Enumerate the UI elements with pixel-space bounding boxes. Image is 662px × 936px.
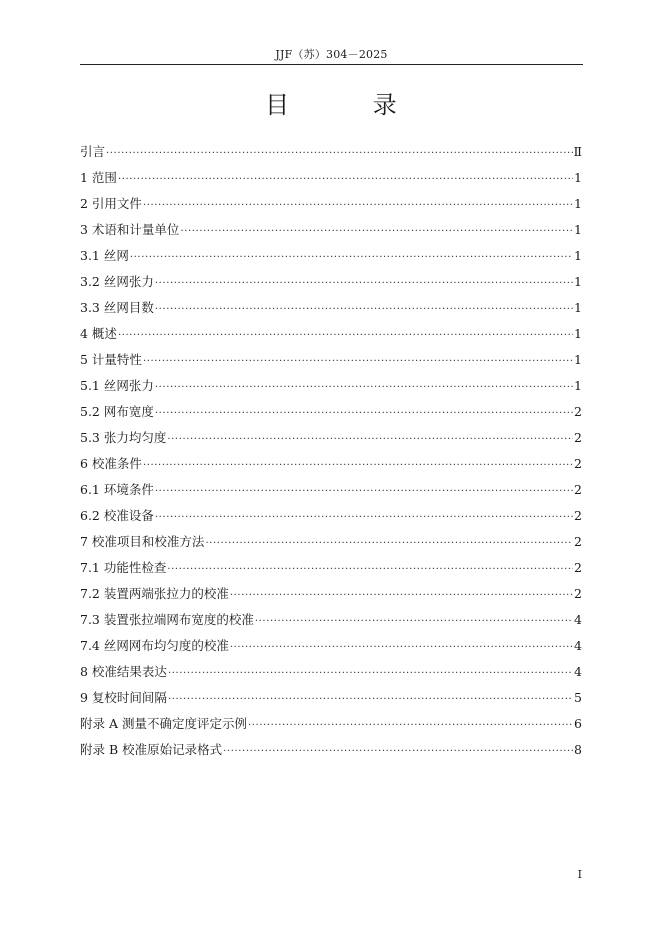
toc-entry-label: 7.2 装置两端张拉力的校准: [80, 586, 229, 601]
toc-entry-label: 3.2 丝网张力: [80, 274, 154, 289]
toc-entry[interactable]: [80, 480, 582, 506]
toc-entry-label: 3 术语和计量单位: [80, 222, 180, 237]
toc-leader-dots: [167, 560, 573, 580]
toc-entry[interactable]: [80, 402, 582, 428]
toc-entry[interactable]: [80, 662, 582, 688]
toc-entry-label: 5.3 张力均匀度: [80, 430, 167, 445]
page-title: 目 录: [265, 91, 435, 119]
toc-leader-dots: [155, 378, 573, 398]
toc-entry[interactable]: [80, 428, 582, 454]
toc-leader-dots: [230, 586, 573, 606]
toc-entry-page: 1: [574, 196, 582, 211]
toc-entry-label: 6.2 校准设备: [80, 508, 154, 523]
toc-leader-dots: [168, 664, 573, 684]
toc-entry-page: 1: [574, 378, 582, 393]
document-header-code: JJF（苏）304－2025: [275, 48, 388, 61]
toc-entry[interactable]: [80, 324, 582, 350]
toc-entry-page: 1: [574, 222, 582, 237]
toc-leader-dots: [205, 534, 573, 554]
toc-entry-label: 6.1 环境条件: [80, 482, 154, 497]
toc-entry-label: 附录 B 校准原始记录格式: [80, 742, 223, 757]
toc-entry[interactable]: [80, 454, 582, 480]
toc-entry-page: 5: [574, 690, 582, 705]
toc-entry-label: 5.2 网布宽度: [80, 404, 154, 419]
toc-leader-dots: [180, 222, 573, 242]
toc-entry-page: 2: [574, 508, 582, 523]
toc-entry-page: 4: [574, 664, 582, 679]
toc-leader-dots: [168, 690, 573, 710]
toc-entry[interactable]: [80, 376, 582, 402]
page-number: I: [577, 868, 582, 881]
toc-entry-label: 2 引用文件: [80, 196, 142, 211]
toc-leader-dots: [143, 456, 573, 476]
toc-leader-dots: [248, 716, 573, 736]
toc-leader-dots: [155, 404, 573, 424]
toc-leader-dots: [155, 274, 573, 294]
toc-entry-page: Ⅱ: [573, 144, 582, 159]
toc-entry[interactable]: [80, 298, 582, 324]
toc-leader-dots: [106, 144, 572, 164]
toc-entry[interactable]: [80, 714, 582, 740]
toc-entry-page: 2: [574, 404, 582, 419]
toc-leader-dots: [130, 248, 573, 268]
toc-entry-page: 4: [574, 638, 582, 653]
toc-entry-page: 1: [574, 170, 582, 185]
toc-leader-dots: [223, 742, 573, 762]
toc-leader-dots: [155, 508, 573, 528]
toc-entry-page: 2: [574, 534, 582, 549]
toc-entry[interactable]: [80, 532, 582, 558]
toc-entry-page: 2: [574, 586, 582, 601]
toc-entry[interactable]: [80, 194, 582, 220]
toc-entry-label: 7.3 装置张拉端网布宽度的校准: [80, 612, 254, 627]
toc-entry-label: 6 校准条件: [80, 456, 142, 471]
toc-entry[interactable]: [80, 636, 582, 662]
toc-entry-page: 4: [574, 612, 582, 627]
toc-leader-dots: [230, 638, 573, 658]
toc-entry-page: 1: [574, 300, 582, 315]
toc-entry-label: 3.3 丝网目数: [80, 300, 154, 315]
table-of-contents: [80, 142, 582, 766]
toc-entry-page: 6: [574, 716, 582, 731]
toc-entry[interactable]: [80, 610, 582, 636]
toc-entry-label: 9 复校时间间隔: [80, 690, 167, 705]
toc-entry[interactable]: [80, 558, 582, 584]
toc-leader-dots: [118, 170, 573, 190]
toc-entry-label: 1 范围: [80, 170, 117, 185]
toc-entry-page: 1: [574, 352, 582, 367]
toc-entry-label: 附录 A 测量不确定度评定示例: [80, 716, 247, 731]
toc-entry-page: 1: [574, 326, 582, 341]
toc-entry-label: 7 校准项目和校准方法: [80, 534, 205, 549]
toc-entry-page: 8: [574, 742, 582, 757]
toc-entry[interactable]: [80, 584, 582, 610]
toc-entry[interactable]: [80, 688, 582, 714]
toc-entry[interactable]: [80, 220, 582, 246]
toc-entry[interactable]: [80, 272, 582, 298]
toc-leader-dots: [255, 612, 573, 632]
toc-entry-label: 3.1 丝网: [80, 248, 129, 263]
toc-entry-label: 8 校准结果表达: [80, 664, 167, 679]
toc-entry-page: 2: [574, 430, 582, 445]
toc-leader-dots: [143, 352, 573, 372]
toc-leader-dots: [155, 482, 573, 502]
toc-entry[interactable]: [80, 350, 582, 376]
toc-entry-label: 引言: [80, 144, 106, 159]
toc-leader-dots: [118, 326, 573, 346]
toc-entry-page: 2: [574, 560, 582, 575]
toc-leader-dots: [143, 196, 573, 216]
header-divider: [80, 64, 583, 65]
toc-entry-label: 4 概述: [80, 326, 117, 341]
toc-entry[interactable]: [80, 142, 582, 168]
toc-entry-label: 5.1 丝网张力: [80, 378, 154, 393]
toc-entry-label: 7.1 功能性检查: [80, 560, 167, 575]
toc-entry-page: 2: [574, 482, 582, 497]
toc-entry-page: 2: [574, 456, 582, 471]
toc-entry-page: 1: [574, 274, 582, 289]
toc-entry-page: 1: [574, 248, 582, 263]
toc-entry-label: 5 计量特性: [80, 352, 142, 367]
toc-entry[interactable]: [80, 740, 582, 766]
toc-entry[interactable]: [80, 168, 582, 194]
toc-entry[interactable]: [80, 506, 582, 532]
toc-entry-label: 7.4 丝网网布均匀度的校准: [80, 638, 229, 653]
toc-leader-dots: [167, 430, 573, 450]
toc-leader-dots: [155, 300, 573, 320]
toc-entry[interactable]: [80, 246, 582, 272]
